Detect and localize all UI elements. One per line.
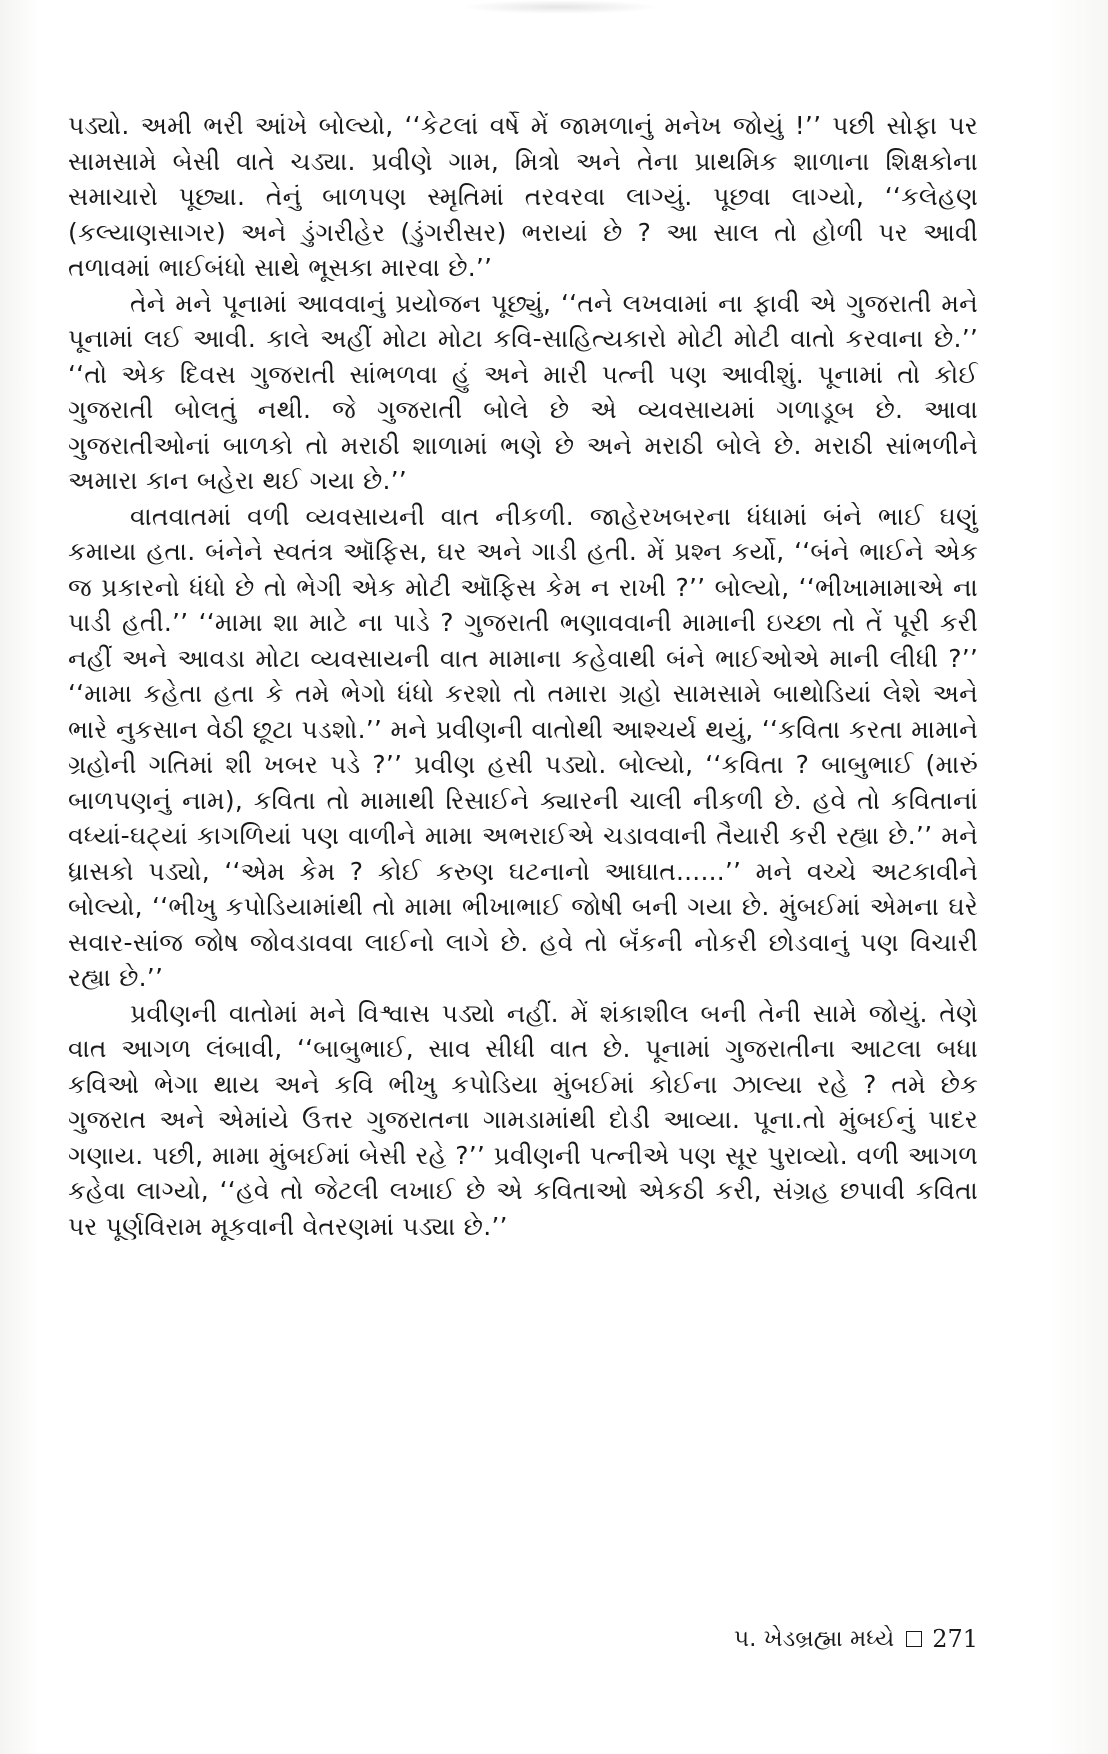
paragraph: તેને મને પૂનામાં આવવાનું પ્રયોજન પૂછ્યું, ‘‘તને લખવામાં ના ફાવી એ ગુજરાતી મને પૂનામાં લઈ આવી. કાલે અહીં મોટા મોટા કવિ-સાહિત્યકારો મોટી મોટી વાતો કરવાના છે.’’ ‘‘તો એક દિવસ ગુજરાતી સાંભળવા હું અને મારી પત્ની પણ આવીશું. પૂનામાં તો કોઈ ગુજરાતી બોલતું નથી. જે ગુજરાતી બોલે છે એ વ્યવસાયમાં ગળાડૂબ છે. આવા ગુજરાતીઓનાં બાળકો તો મરાઠી શાળામાં ભણે છે અને મરાઠી બોલે છે. મરાઠી સાંભળીને અમારા કાન બહેરા થઈ ગયા છે.’’ (68, 288, 978, 495)
page-number: 271 (932, 1625, 978, 1653)
running-footer-title: ૫. ખેડબ્રહ્મા મધ્યે (733, 1626, 895, 1652)
paragraph: પડ્યો. અમી ભરી આંખે બોલ્યો, ‘‘કેટલાં વર્ષે મેં જામળાનું મનેખ જોયું !’’ પછી સોફા પર સામસામે બેસી વાતે ચડ્યા. પ્રવીણે ગામ, મિત્રો અને તેના પ્રાથમિક શાળાના શિક્ષકોના સમાચારો પૂછ્યા. તેનું બાળપણ સ્મૃતિમાં તરવરવા લાગ્યું. પૂછવા લાગ્યો, ‘‘કલેહણ (કલ્યાણસાગર) અને ડુંગરીહેર (ડુંગરીસર) ભરાયાં છે ? આ સાલ તો હોળી પર આવી તળાવમાં ભાઈબંધો સાથે ભૂસકા મારવા છે.’’ (68, 111, 978, 282)
paragraph: વાતવાતમાં વળી વ્યવસાયની વાત નીકળી. જાહેરખબરના ધંધામાં બંને ભાઈ ઘણું કમાયા હતા. બંનેને સ્વતંત્ર ઑફિસ, ઘર અને ગાડી હતી. મેં પ્રશ્ન કર્યો, ‘‘બંને ભાઈને એક જ પ્રકારનો ધંધો છે તો ભેગી એક મોટી ઑફિસ કેમ ન રાખી ?’’ બોલ્યો, ‘‘ભીખામામાએ ના પાડી હતી.’’ ‘‘મામા શા માટે ના પાડે ? ગુજરાતી ભણાવવાની મામાની ઇચ્છા તો તેં પૂરી કરી નહીં અને આવડા મોટા વ્યવસાયની વાત મામાના કહેવાથી બંને ભાઈઓએ માની લીધી ?’’ ‘‘મામા કહેતા હતા કે તમે ભેગો ધંધો કરશો તો તમારા ગ્રહો સામસામે બાથોડિયાં લેશે અને ભારે નુકસાન વેઠી છૂટા પડશો.’’ મને પ્રવીણની વાતોથી આશ્ચર્ય થયું, ‘‘કવિતા કરતા મામાને ગ્રહોની ગતિમાં શી ખબર પડે ?’’ પ્રવીણ હસી પડ્યો. બોલ્યો, ‘‘કવિતા ? બાબુભાઈ (મારું બાળપણનું નામ), કવિતા તો મામાથી રિસાઈને ક્યારની ચાલી નીકળી છે. હવે તો કવિતાનાં વધ્યાં-ઘટ્યાં કાગળિયાં પણ વાળીને મામા અભરાઈએ ચડાવવાની તૈયારી કરી રહ્યા છે.’’ મને ધ્રાસકો પડ્યો, ‘‘એમ કેમ ? કોઈ કરુણ ઘટનાનો આઘાત......’’ મને વચ્ચે અટકાવીને બોલ્યો, ‘‘ભીખુ કપોડિયામાંથી તો મામા ભીખાભાઈ જોષી બની ગયા છે. મુંબઈમાં એમના ઘરે સવાર-સાંજ જોષ જોવડાવવા લાઈનો લાગે છે. હવે તો બૅંકની નોકરી છોડવાનું પણ વિચારી રહ્યા છે.’’ (68, 501, 978, 992)
scan-shadow (460, 0, 660, 14)
page-footer (696, 1622, 978, 1656)
square-separator-icon (906, 1631, 922, 1647)
body-text (68, 108, 978, 1244)
paragraph: પ્રવીણની વાતોમાં મને વિશ્વાસ પડ્યો નહીં. મેં શંકાશીલ બની તેની સામે જોયું. તેણે વાત આગળ લંબાવી, ‘‘બાબુભાઈ, સાવ સીધી વાત છે. પૂનામાં ગુજરાતીના આટલા બધા કવિઓ ભેગા થાય અને કવિ ભીખુ કપોડિયા મુંબઈમાં કોઈના ઝાલ્યા રહે ? તમે છેક ગુજરાત અને એમાંયે ઉત્તર ગુજરાતના ગામડામાંથી દોડી આવ્યા. પૂના.તો મુંબઈનું પાદર ગણાય. પછી, મામા મુંબઈમાં બેસી રહે ?’’ પ્રવીણની પત્નીએ પણ સૂર પુરાવ્યો. વળી આગળ કહેવા લાગ્યો, ‘‘હવે તો જેટલી લખાઈ છે એ કવિતાઓ એકઠી કરી, સંગ્રહ છપાવી કવિતા પર પૂર્ણવિરામ મૂકવાની વેતરણમાં પડ્યા છે.’’ (68, 998, 978, 1241)
